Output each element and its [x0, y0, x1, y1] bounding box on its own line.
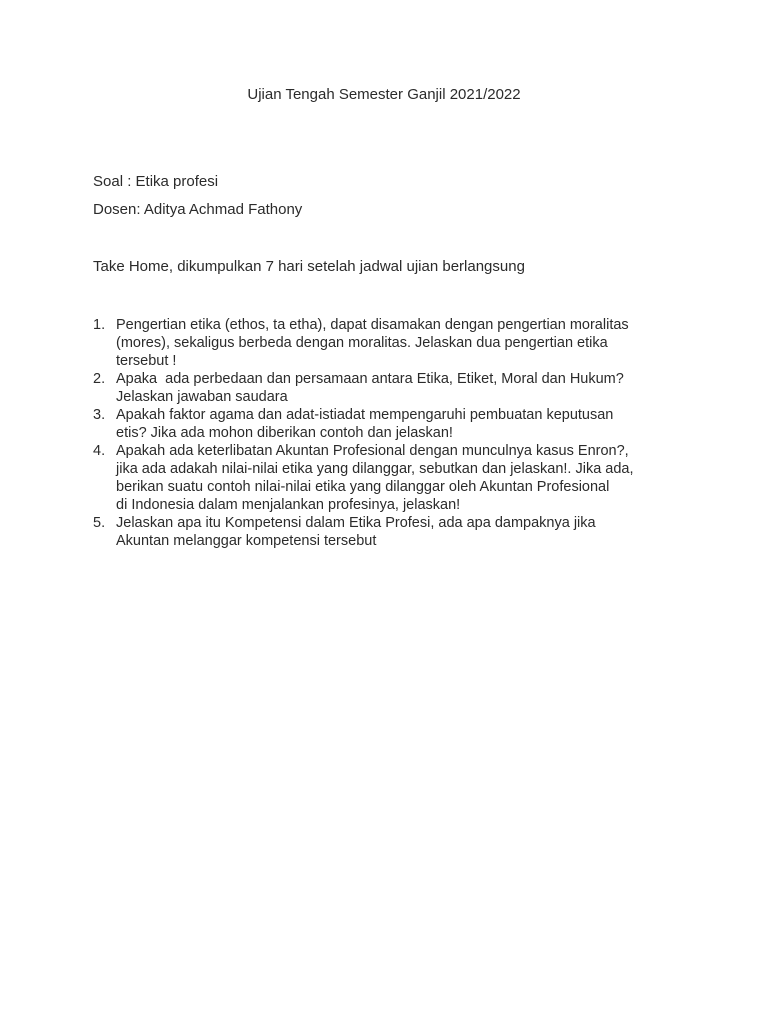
question-number: 2.	[93, 371, 106, 387]
page-title: Ujian Tengah Semester Ganjil 2021/2022	[247, 86, 521, 103]
question-number: 4.	[93, 443, 106, 459]
question-text-line: berikan suatu contoh nilai-nilai etika yang dilanggar oleh Akuntan Profesional	[116, 479, 610, 495]
lecturer-line: Dosen: Aditya Achmad Fathony	[93, 201, 303, 218]
question-item-5	[93, 514, 693, 550]
question-item-1	[93, 316, 693, 370]
subject-line: Soal : Etika profesi	[93, 173, 219, 190]
question-text-line: Apakah faktor agama dan adat-istiadat mempengaruhi pembuatan keputusan	[116, 407, 614, 423]
question-number: 3.	[93, 407, 106, 423]
question-list	[93, 316, 693, 550]
question-text-line: jika ada adakah nilai-nilai etika yang dilanggar, sebutkan dan jelaskan!. Jika ada,	[116, 461, 634, 477]
question-text-line: Akuntan melanggar kompetensi tersebut	[116, 533, 377, 549]
instruction-line: Take Home, dikumpulkan 7 hari setelah jadwal ujian berlangsung	[93, 258, 525, 275]
question-text-line: (mores), sekaligus berbeda dengan moralitas. Jelaskan dua pengertian etika	[116, 335, 608, 351]
question-text-line: tersebut !	[116, 353, 177, 369]
question-text-line: di Indonesia dalam menjalankan profesinya, jelaskan!	[116, 497, 461, 513]
question-text-line: Apakah ada keterlibatan Akuntan Profesional dengan munculnya kasus Enron?,	[116, 443, 629, 459]
question-text-line: Apaka ada perbedaan dan persamaan antara Etika, Etiket, Moral dan Hukum?	[116, 371, 624, 387]
question-text-line: Jelaskan apa itu Kompetensi dalam Etika Profesi, ada apa dampaknya jika	[116, 515, 596, 531]
question-text-line: etis? Jika ada mohon diberikan contoh dan jelaskan!	[116, 425, 453, 441]
question-item-4	[93, 442, 693, 514]
question-item-3	[93, 406, 693, 442]
question-item-2	[93, 370, 693, 406]
question-text-line: Jelaskan jawaban saudara	[116, 389, 288, 405]
question-number: 1.	[93, 317, 106, 333]
question-number: 5.	[93, 515, 106, 531]
question-text-line: Pengertian etika (ethos, ta etha), dapat disamakan dengan pengertian moralitas	[116, 317, 629, 333]
